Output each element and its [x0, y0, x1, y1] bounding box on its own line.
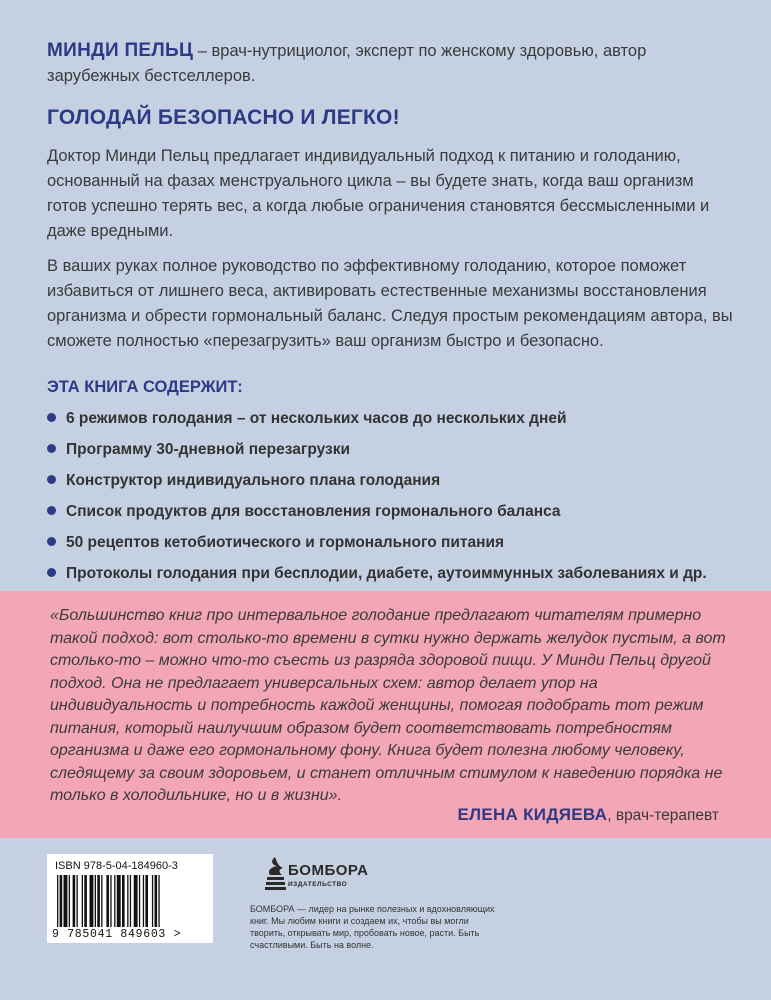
bullet-icon	[47, 413, 56, 422]
description-paragraph: В ваших руках полное руководство по эффективному голоданию, которое поможет избавиться от лишнего веса, активировать естественные механизмы восстановления организма и обрести гормональный баланс. Следуя простым рекомендациям автора, вы сможете полностью «перезагрузить» ваш организм быстро и безопасно.	[47, 257, 733, 350]
contents-item-text: Программу 30-дневной перезагрузки	[66, 441, 351, 458]
contents-title: ЭТА КНИГА СОДЕРЖИТ:	[47, 378, 243, 396]
publisher-description: БОМБОРА — лидер на рынке полезных и вдохновляющих книг. Мы любим книги и создаем их, чтобы вы могли творить, открывать мир, пробовать новое, расти. Быть счастливыми. Быть на волне.	[250, 904, 495, 950]
publisher-logo	[264, 856, 394, 894]
contents-item	[47, 439, 737, 470]
description-paragraph: Доктор Минди Пельц предлагает индивидуальный подход к питанию и голоданию, основанный на фазах менструального цикла – вы будете знать, когда ваш организм готов успешно терять вес, а когда любые ограничения становятся бессмысленными и даже вредными.	[47, 147, 710, 240]
review-quote-band	[0, 591, 771, 838]
author-bio: – врач-нутрициолог, эксперт по женскому здоровью, автор зарубежных бестселлеров.	[47, 42, 647, 85]
contents-item-text: Протоколы голодания при бесплодии, диабете, аутоиммунных заболеваниях и др.	[66, 565, 707, 582]
isbn-number: ISBN 978-5-04-184960-3	[55, 860, 178, 872]
headline: ГОЛОДАЙ БЕЗОПАСНО И ЛЕГКО!	[47, 106, 400, 129]
back-cover-content	[47, 38, 737, 594]
review-author-role: , врач-терапевт	[607, 807, 719, 824]
contents-item	[47, 532, 737, 563]
ean-digits: 9 785041 849603 >	[52, 928, 182, 941]
publisher-subtitle: ИЗДАТЕЛЬСТВО	[288, 881, 348, 888]
contents-list	[47, 408, 737, 594]
review-author-name: ЕЛЕНА КИДЯЕВА	[457, 805, 608, 824]
contents-item-text: Список продуктов для восстановления гормонального баланса	[66, 503, 561, 520]
contents-item-text: Конструктор индивидуального плана голодания	[66, 472, 441, 489]
barcode-panel	[47, 854, 213, 943]
bullet-icon	[47, 506, 56, 515]
author-intro	[47, 38, 737, 89]
barcode-icon	[55, 875, 205, 927]
bullet-icon	[47, 444, 56, 453]
review-quote: «Большинство книг про интервальное голодание предлагают читателям примерно такой подход: вот столько-то времени в сутки нужно держать желудок пустым, а вот столько-то – можно что-то съесть из разряда здоровой пищи. У Минди Пельц другой подход. Она не предлагает универсальных схем: автор делает упор на индивидуальность и потребность каждой женщины, помогая подобрать тот режим питания, который наилучшим образом будет соответствовать потребностям организма и даже его гормональному фону. Книга будет полезна любому человеку, следящему за своим здоровьем, и станет отличным стимулом к наведению порядка не только в холодильнике, но и в жизни».	[50, 607, 726, 804]
wave-logo-icon	[264, 856, 286, 892]
bullet-icon	[47, 475, 56, 484]
publisher-name: БОМБОРА	[288, 862, 369, 879]
contents-item-text: 50 рецептов кетобиотического и гормонального питания	[66, 534, 505, 551]
contents-item	[47, 501, 737, 532]
review-author	[457, 805, 719, 825]
author-name: МИНДИ ПЕЛЬЦ	[47, 40, 194, 61]
bullet-icon	[47, 568, 56, 577]
contents-item	[47, 563, 737, 594]
bullet-icon	[47, 537, 56, 546]
contents-item	[47, 408, 737, 439]
contents-item-text: 6 режимов голодания – от нескольких часов до нескольких дней	[66, 410, 567, 427]
contents-item	[47, 470, 737, 501]
